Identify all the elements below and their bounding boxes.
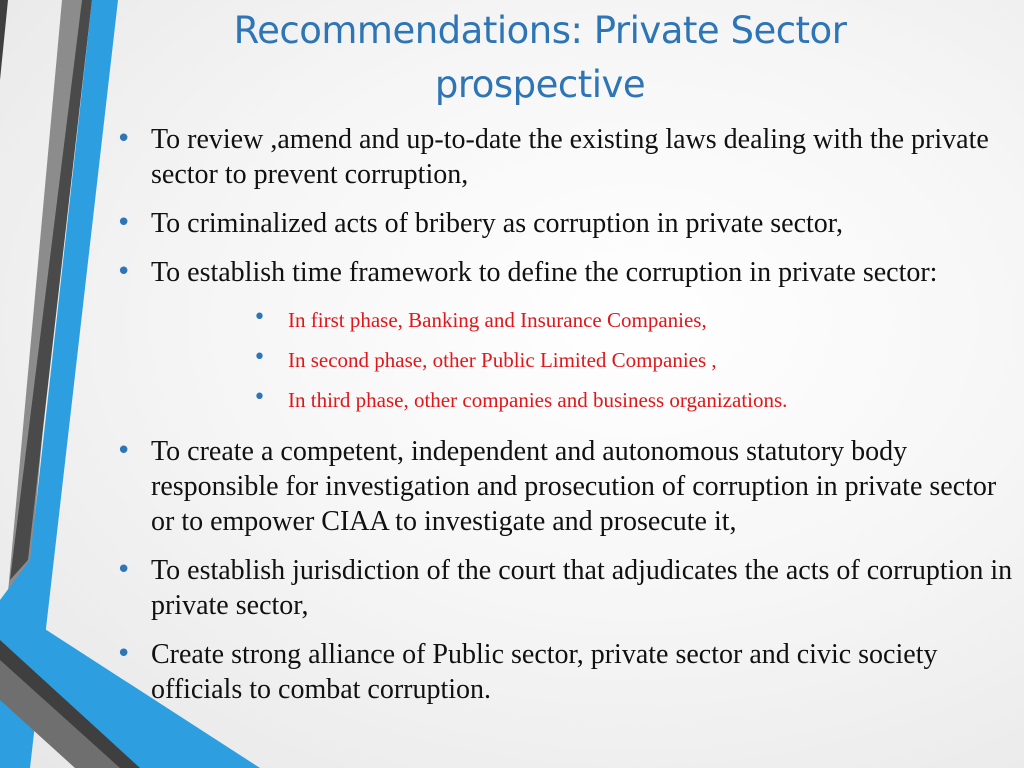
- bullet-icon: •: [116, 436, 132, 466]
- sub-bullet-item: [253, 380, 1020, 420]
- bullet-icon: •: [253, 345, 266, 370]
- bullet-text: To establish jurisdiction of the court that adjudicates the acts of corruption in private sector,: [151, 555, 1013, 621]
- bullet-item: [116, 637, 1020, 707]
- bullet-item: [116, 434, 1020, 539]
- sub-bullet-item: [253, 300, 1020, 340]
- bullet-icon: •: [116, 639, 132, 669]
- bullet-text: To criminalized acts of bribery as corruption in private sector,: [151, 208, 844, 239]
- sub-bullet-item: [253, 340, 1020, 380]
- sub-bullet-text: In first phase, Banking and Insurance Companies,: [288, 308, 707, 332]
- bullet-icon: •: [116, 257, 132, 287]
- sub-bullet-list: [151, 300, 1020, 420]
- bullet-text: Create strong alliance of Public sector, private sector and civic society officials to combat corruption.: [151, 639, 938, 705]
- bullet-item: [116, 122, 1020, 192]
- bullet-text: To establish time framework to define the corruption in private sector:: [151, 257, 938, 288]
- bullet-item: [116, 255, 1020, 420]
- sub-bullet-text: In third phase, other companies and business organizations.: [288, 388, 788, 412]
- bullet-icon: •: [116, 208, 132, 238]
- title-line-1: Recommendations: Private Sector: [233, 9, 847, 52]
- bullet-item: [116, 206, 1020, 241]
- bullet-icon: •: [253, 385, 266, 410]
- bullet-icon: •: [253, 305, 266, 330]
- bullet-icon: •: [116, 124, 132, 154]
- stripe-dark-left: [0, 0, 8, 80]
- bullet-item: [116, 553, 1020, 623]
- bullet-text: To review ,amend and up-to-date the existing laws dealing with the private sector to prevent corruption,: [151, 124, 989, 190]
- slide-title: [120, 4, 960, 112]
- bullet-icon: •: [116, 555, 132, 585]
- bullet-list: [116, 122, 1020, 721]
- title-line-2: prospective: [434, 63, 646, 106]
- bullet-text: To create a competent, independent and autonomous statutory body responsible for investigation and prosecution of corruption in private sector or to empower CIAA to investigate and prosecute it,: [151, 436, 997, 537]
- sub-bullet-text: In second phase, other Public Limited Companies ,: [288, 348, 717, 372]
